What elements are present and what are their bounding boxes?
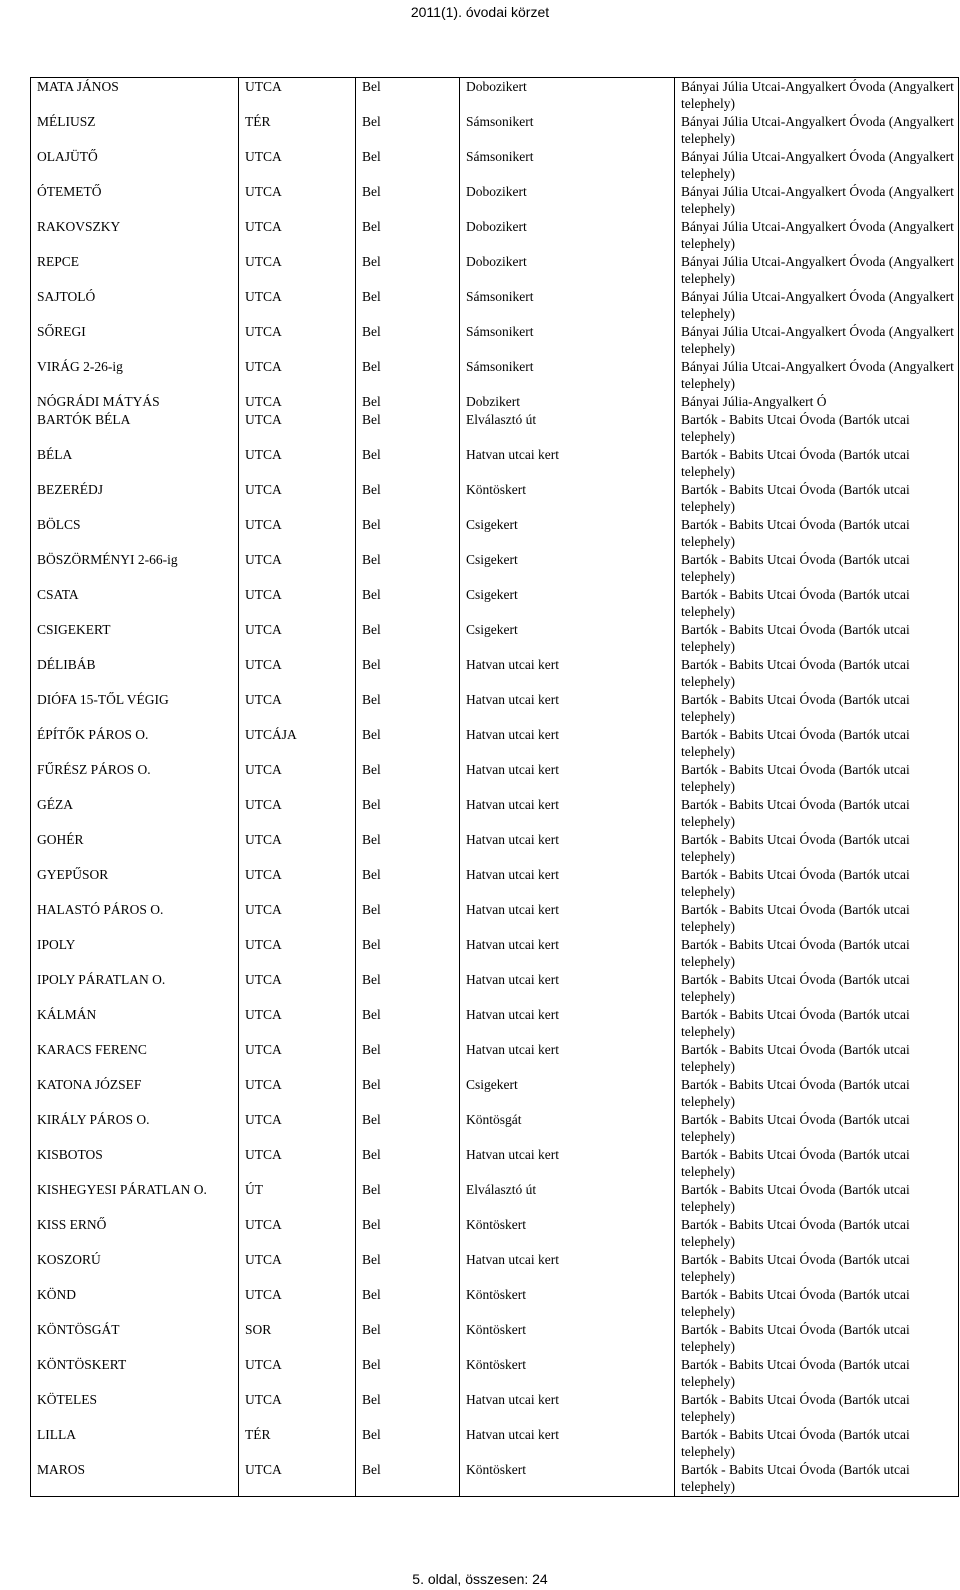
street-cell: DIÓFA 15-TŐL VÉGIG xyxy=(31,691,239,726)
kindergarten-cell: Bányai Júlia-Angyalkert Ó xyxy=(675,393,959,411)
street-type-cell: UTCA xyxy=(239,621,356,656)
street-type-cell: UTCA xyxy=(239,411,356,446)
kindergarten-cell: Bányai Júlia Utcai-Angyalkert Óvoda (Angyalkert telephely) xyxy=(675,253,959,288)
area-cell: Dobzikert xyxy=(460,393,675,411)
street-cell: BARTÓK BÉLA xyxy=(31,411,239,446)
kindergarten-cell: Bartók - Babits Utcai Óvoda (Bartók utcai telephely) xyxy=(675,1426,959,1461)
district-table xyxy=(30,77,959,1497)
kindergarten-cell: Bányai Júlia Utcai-Angyalkert Óvoda (Angyalkert telephely) xyxy=(675,183,959,218)
street-type-cell: UTCA xyxy=(239,656,356,691)
table-row xyxy=(31,1006,959,1041)
kindergarten-cell: Bartók - Babits Utcai Óvoda (Bartók utcai telephely) xyxy=(675,971,959,1006)
area-cell: Sámsonikert xyxy=(460,113,675,148)
street-type-cell: UTCA xyxy=(239,183,356,218)
street-type-cell: UTCA xyxy=(239,971,356,1006)
kindergarten-cell: Bartók - Babits Utcai Óvoda (Bartók utcai telephely) xyxy=(675,761,959,796)
street-type-cell: UTCA xyxy=(239,761,356,796)
table-row xyxy=(31,1251,959,1286)
area-cell: Hatvan utcai kert xyxy=(460,1146,675,1181)
street-cell: OLAJÜTŐ xyxy=(31,148,239,183)
table-row xyxy=(31,218,959,253)
district-side-cell: Bel xyxy=(356,1006,460,1041)
table-row xyxy=(31,78,959,113)
street-cell: IPOLY PÁRATLAN O. xyxy=(31,971,239,1006)
area-cell: Hatvan utcai kert xyxy=(460,726,675,761)
table-row xyxy=(31,358,959,393)
street-type-cell: UTCA xyxy=(239,446,356,481)
area-cell: Csigekert xyxy=(460,621,675,656)
table-row xyxy=(31,551,959,586)
kindergarten-cell: Bartók - Babits Utcai Óvoda (Bartók utcai telephely) xyxy=(675,726,959,761)
district-side-cell: Bel xyxy=(356,831,460,866)
street-type-cell: UTCA xyxy=(239,866,356,901)
street-type-cell: UTCA xyxy=(239,1216,356,1251)
street-type-cell: UTCA xyxy=(239,936,356,971)
table-row xyxy=(31,1461,959,1496)
district-side-cell: Bel xyxy=(356,901,460,936)
street-cell: KISHEGYESI PÁRATLAN O. xyxy=(31,1181,239,1216)
table-row xyxy=(31,901,959,936)
kindergarten-cell: Bartók - Babits Utcai Óvoda (Bartók utcai telephely) xyxy=(675,1391,959,1426)
table-row xyxy=(31,148,959,183)
street-type-cell: UTCA xyxy=(239,1111,356,1146)
kindergarten-cell: Bartók - Babits Utcai Óvoda (Bartók utcai telephely) xyxy=(675,1286,959,1321)
street-cell: BEZERÉDJ xyxy=(31,481,239,516)
table-row xyxy=(31,1041,959,1076)
area-cell: Hatvan utcai kert xyxy=(460,691,675,726)
street-cell: NÓGRÁDI MÁTYÁS xyxy=(31,393,239,411)
area-cell: Hatvan utcai kert xyxy=(460,936,675,971)
street-type-cell: UTCA xyxy=(239,901,356,936)
kindergarten-cell: Bartók - Babits Utcai Óvoda (Bartók utcai telephely) xyxy=(675,936,959,971)
table-row xyxy=(31,253,959,288)
street-cell: CSATA xyxy=(31,586,239,621)
street-cell: MATA JÁNOS xyxy=(31,78,239,113)
street-type-cell: UTCA xyxy=(239,78,356,113)
table-row xyxy=(31,1391,959,1426)
kindergarten-cell: Bányai Júlia Utcai-Angyalkert Óvoda (Angyalkert telephely) xyxy=(675,358,959,393)
street-cell: SAJTOLÓ xyxy=(31,288,239,323)
street-type-cell: UTCA xyxy=(239,516,356,551)
district-side-cell: Bel xyxy=(356,1111,460,1146)
kindergarten-cell: Bartók - Babits Utcai Óvoda (Bartók utcai telephely) xyxy=(675,411,959,446)
street-cell: GÉZA xyxy=(31,796,239,831)
district-table-body xyxy=(31,78,959,1497)
street-type-cell: UTCA xyxy=(239,691,356,726)
kindergarten-cell: Bartók - Babits Utcai Óvoda (Bartók utcai telephely) xyxy=(675,1461,959,1496)
table-row xyxy=(31,113,959,148)
district-side-cell: Bel xyxy=(356,1076,460,1111)
area-cell: Köntöskert xyxy=(460,481,675,516)
street-type-cell: UTCA xyxy=(239,323,356,358)
table-row xyxy=(31,831,959,866)
area-cell: Csigekert xyxy=(460,1076,675,1111)
table-row xyxy=(31,288,959,323)
kindergarten-cell: Bányai Júlia Utcai-Angyalkert Óvoda (Angyalkert telephely) xyxy=(675,218,959,253)
street-type-cell: UTCA xyxy=(239,218,356,253)
table-row xyxy=(31,1076,959,1111)
area-cell: Hatvan utcai kert xyxy=(460,1251,675,1286)
area-cell: Hatvan utcai kert xyxy=(460,656,675,691)
area-cell: Hatvan utcai kert xyxy=(460,1041,675,1076)
street-cell: KISBOTOS xyxy=(31,1146,239,1181)
district-side-cell: Bel xyxy=(356,936,460,971)
area-cell: Sámsonikert xyxy=(460,288,675,323)
district-side-cell: Bel xyxy=(356,78,460,113)
table-row xyxy=(31,866,959,901)
district-side-cell: Bel xyxy=(356,516,460,551)
street-cell: KÖNTÖSKERT xyxy=(31,1356,239,1391)
street-cell: KOSZORÚ xyxy=(31,1251,239,1286)
kindergarten-cell: Bartók - Babits Utcai Óvoda (Bartók utcai telephely) xyxy=(675,481,959,516)
street-cell: KÁLMÁN xyxy=(31,1006,239,1041)
page-header: 2011(1). óvodai körzet xyxy=(410,4,550,20)
area-cell: Köntöskert xyxy=(460,1461,675,1496)
street-cell: VIRÁG 2-26-ig xyxy=(31,358,239,393)
district-side-cell: Bel xyxy=(356,113,460,148)
area-cell: Hatvan utcai kert xyxy=(460,1006,675,1041)
table-row xyxy=(31,1111,959,1146)
district-side-cell: Bel xyxy=(356,218,460,253)
district-side-cell: Bel xyxy=(356,1461,460,1496)
area-cell: Csigekert xyxy=(460,516,675,551)
page-footer: 5. oldal, összesen: 24 xyxy=(412,1571,548,1587)
kindergarten-cell: Bartók - Babits Utcai Óvoda (Bartók utcai telephely) xyxy=(675,656,959,691)
street-cell: ÉPÍTŐK PÁROS O. xyxy=(31,726,239,761)
area-cell: Köntöskert xyxy=(460,1216,675,1251)
table-row xyxy=(31,1146,959,1181)
area-cell: Hatvan utcai kert xyxy=(460,1426,675,1461)
district-side-cell: Bel xyxy=(356,1041,460,1076)
district-side-cell: Bel xyxy=(356,323,460,358)
area-cell: Hatvan utcai kert xyxy=(460,761,675,796)
street-cell: RAKOVSZKY xyxy=(31,218,239,253)
table-row xyxy=(31,516,959,551)
street-cell: GYEPŰSOR xyxy=(31,866,239,901)
street-cell: LILLA xyxy=(31,1426,239,1461)
district-side-cell: Bel xyxy=(356,1286,460,1321)
table-row xyxy=(31,1286,959,1321)
table-row xyxy=(31,183,959,218)
kindergarten-cell: Bartók - Babits Utcai Óvoda (Bartók utcai telephely) xyxy=(675,1041,959,1076)
street-cell: REPCE xyxy=(31,253,239,288)
street-type-cell: UTCA xyxy=(239,1041,356,1076)
area-cell: Hatvan utcai kert xyxy=(460,446,675,481)
street-cell: IPOLY xyxy=(31,936,239,971)
street-type-cell: UTCA xyxy=(239,1006,356,1041)
kindergarten-cell: Bartók - Babits Utcai Óvoda (Bartók utcai telephely) xyxy=(675,1321,959,1356)
district-side-cell: Bel xyxy=(356,726,460,761)
table-row xyxy=(31,971,959,1006)
street-type-cell: UTCA xyxy=(239,1251,356,1286)
district-side-cell: Bel xyxy=(356,411,460,446)
district-side-cell: Bel xyxy=(356,796,460,831)
area-cell: Hatvan utcai kert xyxy=(460,901,675,936)
district-side-cell: Bel xyxy=(356,761,460,796)
street-cell: KIRÁLY PÁROS O. xyxy=(31,1111,239,1146)
street-type-cell: UTCA xyxy=(239,393,356,411)
table-row xyxy=(31,586,959,621)
street-type-cell: UTCA xyxy=(239,288,356,323)
street-type-cell: UTCA xyxy=(239,358,356,393)
street-cell: BÉLA xyxy=(31,446,239,481)
district-side-cell: Bel xyxy=(356,1426,460,1461)
area-cell: Dobozikert xyxy=(460,78,675,113)
district-side-cell: Bel xyxy=(356,866,460,901)
district-side-cell: Bel xyxy=(356,1216,460,1251)
table-row xyxy=(31,936,959,971)
street-type-cell: UTCA xyxy=(239,1391,356,1426)
street-cell: BÖLCS xyxy=(31,516,239,551)
street-type-cell: UTCÁJA xyxy=(239,726,356,761)
area-cell: Dobozikert xyxy=(460,218,675,253)
area-cell: Dobozikert xyxy=(460,183,675,218)
street-type-cell: UTCA xyxy=(239,481,356,516)
district-side-cell: Bel xyxy=(356,586,460,621)
street-type-cell: UTCA xyxy=(239,253,356,288)
area-cell: Köntöskert xyxy=(460,1356,675,1391)
table-row xyxy=(31,1181,959,1216)
street-type-cell: ÚT xyxy=(239,1181,356,1216)
street-cell: FŰRÉSZ PÁROS O. xyxy=(31,761,239,796)
table-row xyxy=(31,691,959,726)
district-side-cell: Bel xyxy=(356,481,460,516)
street-type-cell: UTCA xyxy=(239,1146,356,1181)
district-side-cell: Bel xyxy=(356,1321,460,1356)
district-side-cell: Bel xyxy=(356,358,460,393)
table-row xyxy=(31,411,959,446)
district-side-cell: Bel xyxy=(356,971,460,1006)
street-type-cell: UTCA xyxy=(239,796,356,831)
kindergarten-cell: Bartók - Babits Utcai Óvoda (Bartók utcai telephely) xyxy=(675,551,959,586)
street-cell: KÖND xyxy=(31,1286,239,1321)
table-row xyxy=(31,621,959,656)
kindergarten-cell: Bányai Júlia Utcai-Angyalkert Óvoda (Angyalkert telephely) xyxy=(675,113,959,148)
street-type-cell: UTCA xyxy=(239,1461,356,1496)
kindergarten-cell: Bartók - Babits Utcai Óvoda (Bartók utcai telephely) xyxy=(675,866,959,901)
table-row xyxy=(31,1216,959,1251)
kindergarten-cell: Bartók - Babits Utcai Óvoda (Bartók utcai telephely) xyxy=(675,1251,959,1286)
area-cell: Hatvan utcai kert xyxy=(460,1391,675,1426)
district-side-cell: Bel xyxy=(356,621,460,656)
street-cell: MÉLIUSZ xyxy=(31,113,239,148)
kindergarten-cell: Bartók - Babits Utcai Óvoda (Bartók utcai telephely) xyxy=(675,621,959,656)
district-side-cell: Bel xyxy=(356,148,460,183)
kindergarten-cell: Bartók - Babits Utcai Óvoda (Bartók utcai telephely) xyxy=(675,1146,959,1181)
kindergarten-cell: Bartók - Babits Utcai Óvoda (Bartók utcai telephely) xyxy=(675,1181,959,1216)
district-side-cell: Bel xyxy=(356,1181,460,1216)
kindergarten-cell: Bartók - Babits Utcai Óvoda (Bartók utcai telephely) xyxy=(675,691,959,726)
street-cell: GOHÉR xyxy=(31,831,239,866)
street-cell: BÖSZÖRMÉNYI 2-66-ig xyxy=(31,551,239,586)
street-cell: HALASTÓ PÁROS O. xyxy=(31,901,239,936)
district-side-cell: Bel xyxy=(356,1146,460,1181)
table-row xyxy=(31,1321,959,1356)
kindergarten-cell: Bartók - Babits Utcai Óvoda (Bartók utcai telephely) xyxy=(675,796,959,831)
kindergarten-cell: Bartók - Babits Utcai Óvoda (Bartók utcai telephely) xyxy=(675,1216,959,1251)
kindergarten-cell: Bartók - Babits Utcai Óvoda (Bartók utcai telephely) xyxy=(675,516,959,551)
area-cell: Hatvan utcai kert xyxy=(460,971,675,1006)
street-cell: KATONA JÓZSEF xyxy=(31,1076,239,1111)
street-type-cell: UTCA xyxy=(239,586,356,621)
district-side-cell: Bel xyxy=(356,551,460,586)
district-side-cell: Bel xyxy=(356,1251,460,1286)
kindergarten-cell: Bartók - Babits Utcai Óvoda (Bartók utcai telephely) xyxy=(675,1111,959,1146)
area-cell: Hatvan utcai kert xyxy=(460,796,675,831)
street-type-cell: UTCA xyxy=(239,1286,356,1321)
area-cell: Csigekert xyxy=(460,551,675,586)
area-cell: Dobozikert xyxy=(460,253,675,288)
table-row xyxy=(31,1426,959,1461)
district-side-cell: Bel xyxy=(356,656,460,691)
street-type-cell: UTCA xyxy=(239,831,356,866)
area-cell: Hatvan utcai kert xyxy=(460,866,675,901)
area-cell: Sámsonikert xyxy=(460,148,675,183)
kindergarten-cell: Bányai Júlia Utcai-Angyalkert Óvoda (Angyalkert telephely) xyxy=(675,148,959,183)
area-cell: Köntöskert xyxy=(460,1286,675,1321)
kindergarten-cell: Bartók - Babits Utcai Óvoda (Bartók utcai telephely) xyxy=(675,901,959,936)
kindergarten-cell: Bartók - Babits Utcai Óvoda (Bartók utcai telephely) xyxy=(675,1076,959,1111)
area-cell: Csigekert xyxy=(460,586,675,621)
street-cell: DÉLIBÁB xyxy=(31,656,239,691)
table-row xyxy=(31,446,959,481)
district-side-cell: Bel xyxy=(356,1391,460,1426)
kindergarten-cell: Bartók - Babits Utcai Óvoda (Bartók utcai telephely) xyxy=(675,831,959,866)
kindergarten-cell: Bartók - Babits Utcai Óvoda (Bartók utcai telephely) xyxy=(675,1356,959,1391)
area-cell: Köntösgát xyxy=(460,1111,675,1146)
kindergarten-cell: Bartók - Babits Utcai Óvoda (Bartók utcai telephely) xyxy=(675,1006,959,1041)
table-row xyxy=(31,393,959,411)
table-row xyxy=(31,481,959,516)
street-type-cell: SOR xyxy=(239,1321,356,1356)
table-row xyxy=(31,656,959,691)
street-cell: KÖNTÖSGÁT xyxy=(31,1321,239,1356)
table-row xyxy=(31,726,959,761)
kindergarten-cell: Bányai Júlia Utcai-Angyalkert Óvoda (Angyalkert telephely) xyxy=(675,288,959,323)
street-cell: CSIGEKERT xyxy=(31,621,239,656)
kindergarten-cell: Bányai Júlia Utcai-Angyalkert Óvoda (Angyalkert telephely) xyxy=(675,323,959,358)
table-row xyxy=(31,1356,959,1391)
street-cell: KARACS FERENC xyxy=(31,1041,239,1076)
area-cell: Sámsonikert xyxy=(460,358,675,393)
district-side-cell: Bel xyxy=(356,183,460,218)
area-cell: Sámsonikert xyxy=(460,323,675,358)
district-side-cell: Bel xyxy=(356,446,460,481)
street-type-cell: TÉR xyxy=(239,113,356,148)
area-cell: Köntöskert xyxy=(460,1321,675,1356)
district-side-cell: Bel xyxy=(356,393,460,411)
street-cell: ÓTEMETŐ xyxy=(31,183,239,218)
district-side-cell: Bel xyxy=(356,1356,460,1391)
table-row xyxy=(31,761,959,796)
table-row xyxy=(31,323,959,358)
area-cell: Hatvan utcai kert xyxy=(460,831,675,866)
kindergarten-cell: Bartók - Babits Utcai Óvoda (Bartók utcai telephely) xyxy=(675,586,959,621)
district-side-cell: Bel xyxy=(356,253,460,288)
street-type-cell: UTCA xyxy=(239,148,356,183)
area-cell: Elválasztó út xyxy=(460,1181,675,1216)
kindergarten-cell: Bányai Júlia Utcai-Angyalkert Óvoda (Angyalkert telephely) xyxy=(675,78,959,113)
district-side-cell: Bel xyxy=(356,288,460,323)
street-type-cell: UTCA xyxy=(239,551,356,586)
district-side-cell: Bel xyxy=(356,691,460,726)
street-cell: KÖTELES xyxy=(31,1391,239,1426)
kindergarten-cell: Bartók - Babits Utcai Óvoda (Bartók utcai telephely) xyxy=(675,446,959,481)
street-type-cell: UTCA xyxy=(239,1076,356,1111)
street-cell: SŐREGI xyxy=(31,323,239,358)
street-type-cell: TÉR xyxy=(239,1426,356,1461)
area-cell: Elválasztó út xyxy=(460,411,675,446)
street-cell: MAROS xyxy=(31,1461,239,1496)
street-cell: KISS ERNŐ xyxy=(31,1216,239,1251)
street-type-cell: UTCA xyxy=(239,1356,356,1391)
table-row xyxy=(31,796,959,831)
